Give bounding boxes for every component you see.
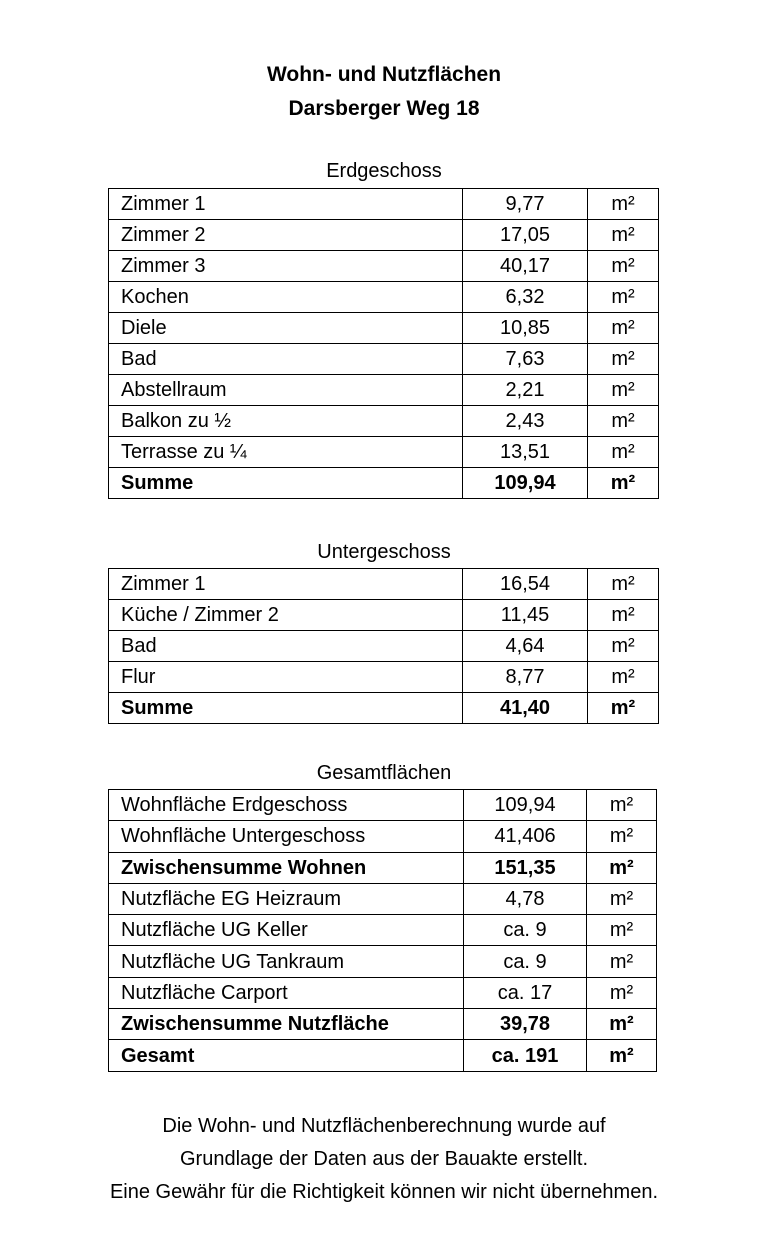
- unit-label: m²: [587, 790, 657, 821]
- table-row-total: [109, 693, 659, 724]
- table-row: [109, 406, 659, 437]
- area-value: 9,77: [463, 189, 588, 220]
- table-row: [109, 569, 659, 600]
- table-erdgeschoss: [108, 188, 659, 499]
- table-row: [109, 946, 657, 977]
- room-label: Kochen: [109, 282, 463, 313]
- table-row: [109, 220, 659, 251]
- unit-label: m²: [588, 220, 659, 251]
- area-value: 11,45: [463, 600, 588, 631]
- room-label: Nutzfläche Carport: [109, 977, 464, 1008]
- area-value: ca. 9: [464, 915, 587, 946]
- area-value: 109,94: [463, 468, 588, 499]
- area-value: 6,32: [463, 282, 588, 313]
- table-row: [109, 282, 659, 313]
- unit-label: m²: [587, 915, 657, 946]
- unit-label: m²: [587, 852, 657, 883]
- room-label: Balkon zu ½: [109, 406, 463, 437]
- unit-label: m²: [587, 1009, 657, 1040]
- area-value: ca. 191: [464, 1040, 587, 1071]
- table-row: [109, 344, 659, 375]
- table-row: [109, 977, 657, 1008]
- table-row: [109, 375, 659, 406]
- unit-label: m²: [588, 437, 659, 468]
- room-label: Zwischensumme Wohnen: [109, 852, 464, 883]
- room-label: Nutzfläche UG Tankraum: [109, 946, 464, 977]
- unit-label: m²: [588, 693, 659, 724]
- section-heading-untergeschoss: Untergeschoss: [317, 541, 451, 563]
- table-gesamtflaechen: [108, 789, 657, 1072]
- room-label: Zimmer 1: [109, 189, 463, 220]
- room-label: Zimmer 1: [109, 569, 463, 600]
- table-row-total: [109, 468, 659, 499]
- area-value: 41,40: [463, 693, 588, 724]
- disclaimer-note: [0, 1110, 768, 1209]
- room-label: Flur: [109, 662, 463, 693]
- area-value: 16,54: [463, 569, 588, 600]
- room-label: Bad: [109, 344, 463, 375]
- table-row: [109, 915, 657, 946]
- room-label: Gesamt: [109, 1040, 464, 1071]
- room-label: Summe: [109, 693, 463, 724]
- area-value: 2,43: [463, 406, 588, 437]
- unit-label: m²: [588, 189, 659, 220]
- section-heading-erdgeschoss: Erdgeschoss: [326, 160, 442, 182]
- table-row: [109, 883, 657, 914]
- area-value: 10,85: [463, 313, 588, 344]
- table-row: [109, 790, 657, 821]
- table-row: [109, 631, 659, 662]
- unit-label: m²: [587, 821, 657, 852]
- unit-label: m²: [588, 313, 659, 344]
- area-value: 4,64: [463, 631, 588, 662]
- unit-label: m²: [588, 282, 659, 313]
- area-value: 2,21: [463, 375, 588, 406]
- area-value: 40,17: [463, 251, 588, 282]
- area-value: 8,77: [463, 662, 588, 693]
- unit-label: m²: [587, 883, 657, 914]
- table-row: [109, 821, 657, 852]
- table-row-total: [109, 1040, 657, 1071]
- disclaimer-line: Eine Gewähr für die Richtigkeit können wir nicht übernehmen.: [109, 1181, 659, 1203]
- room-label: Zimmer 2: [109, 220, 463, 251]
- unit-label: m²: [588, 344, 659, 375]
- unit-label: m²: [588, 251, 659, 282]
- area-value: ca. 17: [464, 977, 587, 1008]
- document-title: Wohn- und Nutzflächen: [266, 63, 502, 86]
- unit-label: m²: [588, 662, 659, 693]
- area-value: 151,35: [464, 852, 587, 883]
- room-label: Nutzfläche UG Keller: [109, 915, 464, 946]
- room-label: Zwischensumme Nutzfläche: [109, 1009, 464, 1040]
- area-value: ca. 9: [464, 946, 587, 977]
- table-row: [109, 189, 659, 220]
- disclaimer-line: Grundlage der Daten aus der Bauakte erstellt.: [179, 1148, 589, 1170]
- unit-label: m²: [588, 631, 659, 662]
- area-value: 39,78: [464, 1009, 587, 1040]
- room-label: Küche / Zimmer 2: [109, 600, 463, 631]
- unit-label: m²: [588, 569, 659, 600]
- disclaimer-line: Die Wohn- und Nutzflächenberechnung wurde auf: [162, 1115, 606, 1137]
- room-label: Zimmer 3: [109, 251, 463, 282]
- table-row: [109, 662, 659, 693]
- table-untergeschoss: [108, 568, 659, 724]
- room-label: Wohnfläche Untergeschoss: [109, 821, 464, 852]
- unit-label: m²: [588, 468, 659, 499]
- unit-label: m²: [588, 600, 659, 631]
- unit-label: m²: [587, 1040, 657, 1071]
- area-value: 109,94: [464, 790, 587, 821]
- area-value: 13,51: [463, 437, 588, 468]
- room-label: Diele: [109, 313, 463, 344]
- area-value: 17,05: [463, 220, 588, 251]
- table-row: [109, 313, 659, 344]
- area-value: 7,63: [463, 344, 588, 375]
- area-value: 4,78: [464, 883, 587, 914]
- document-subtitle-address: Darsberger Weg 18: [288, 97, 480, 120]
- room-label: Bad: [109, 631, 463, 662]
- room-label: Summe: [109, 468, 463, 499]
- table-row-total: [109, 852, 657, 883]
- room-label: Abstellraum: [109, 375, 463, 406]
- section-heading-gesamtflaechen: Gesamtflächen: [316, 762, 452, 784]
- table-row: [109, 251, 659, 282]
- unit-label: m²: [587, 977, 657, 1008]
- room-label: Nutzfläche EG Heizraum: [109, 883, 464, 914]
- table-row: [109, 600, 659, 631]
- unit-label: m²: [588, 375, 659, 406]
- table-row-total: [109, 1009, 657, 1040]
- table-row: [109, 437, 659, 468]
- room-label: Wohnfläche Erdgeschoss: [109, 790, 464, 821]
- unit-label: m²: [588, 406, 659, 437]
- unit-label: m²: [587, 946, 657, 977]
- room-label: Terrasse zu ¼: [109, 437, 463, 468]
- area-value: 41,406: [464, 821, 587, 852]
